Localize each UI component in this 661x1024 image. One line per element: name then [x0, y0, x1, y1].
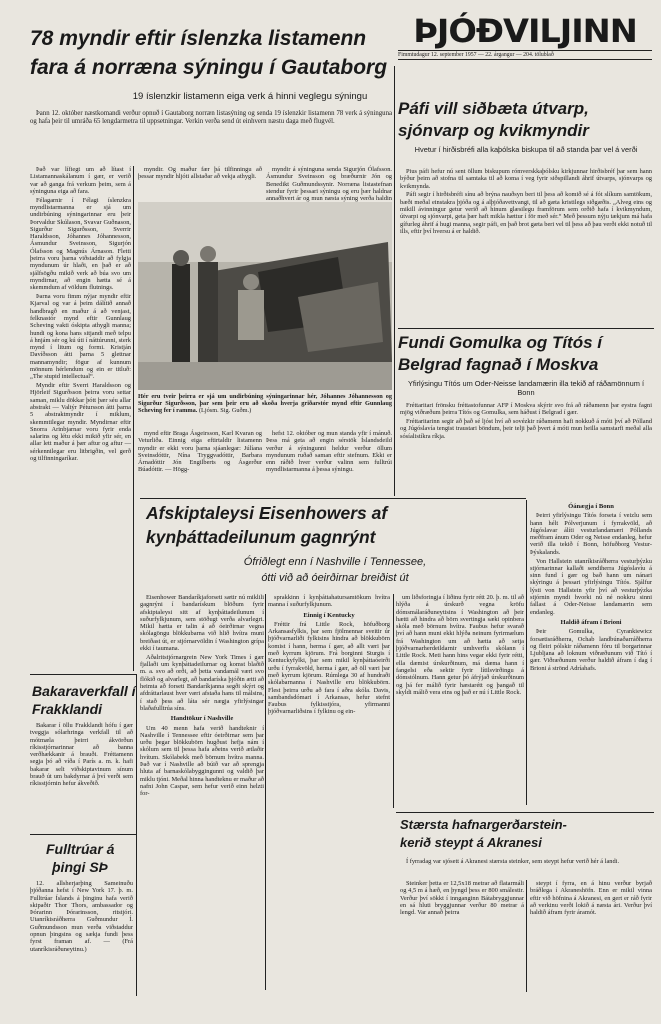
masthead-dateline: Fimmtudagur 12. september 1957 — 22. árgangur — 204. tölublað: [398, 50, 652, 60]
art-paragraph: Þann 12. október næstkomandi verður opnuð í Gautaborg norræn listasýning og senda 19 íslenzkir listamenn 78 verk á sýninguna og hafa þeir til umráða 65 lengdarmetra til uppsetningar. Verkin verða send út einhvern næstu daga með flugvél.: [30, 110, 392, 125]
harbour-paragraph: steypt í fyrra, en á hinu verður byrjað bráðlega í Akraneshöfn. Enn er mikil vinna eftir við höfnina á Akranesi, en gert er ráð fyrir að verkinu verði lokið á næsta ári. Verður því haldið áfram fyrir áramót.: [530, 880, 652, 917]
un-body: [30, 880, 133, 996]
bakers-headline-2: Frakklandi: [32, 701, 103, 717]
photo-image: [138, 202, 392, 390]
eisenhower-section-title: Handtökur í Nashville: [170, 715, 234, 723]
pope-headline-2: sjónvarp og kvikmyndir: [398, 121, 589, 140]
masthead: [398, 14, 652, 58]
bakers-paragraph: Bakarar í öllu Frakklandi hófu í gær tveggja sólarhringa verkfall til að mótmæla þeirri ákvörðun ríkisstjórnarinnar að banna verðhækkanir á brauði. Fréttamenn segja þó að víða í París a. m. k. hafi bakarar selt viðskiptavinum sínum brauð út um bakdyrnar á því verði sem ríkisstjórnin hefur ákveðið.: [30, 722, 133, 788]
bakers-body: [30, 722, 133, 830]
pope-paragraph: Páfi segir í hirðisbréfi sínu að brýna nauðsyn beri til þess að komið sé á fót slíkum samtökum, bæði meðal einstakra þjóða og á alþjóðavettvangi, til að gæta kristilegs siðgæðis. „Alveg eins og mikill ávinningur getur verið að hinum glæsilegu framförum sem orðið hafa í kvikmyndum, útvarpi og sjónvarpi, geta þær haft mikla hættur í för með sér.“ Með þessum nýju tækjum má hafa gífurleg áhrif á hugi manna, segir páfi, en það brot gæta beri vel til þess að þau verði ekki notuð til ills, eftir því hversu á er haldið.: [400, 191, 653, 235]
un-headline-2: þingi SÞ: [52, 859, 108, 875]
gomulka-lead: [400, 402, 652, 498]
eisenhower-paragraph: Eisenhower Bandaríkjaforseti sætir nú miklili gagnrýni í bandarískum blöðum fyrir afskiptaleysi sitt af kynþáttadeilunum í suðurfylkjunum, sem stöðugt verða alvarlegri. Mikil hætta er talin á að óeirðirnar vegna skólagöngu blökkubarna við hlið hvítra muni breiðast út, er stjórnarvöldin í Washington grípa ekki í taumana.: [140, 594, 264, 653]
eisenhower-col-2: [268, 594, 390, 994]
art-paragraph: myndir. Og maður fær þá tilfinningu að þessar myndir hljóti allstaðar að vekja athygli.: [138, 166, 262, 181]
pope-subhead: Hvetur í hirðisbréfi alla kaþólska biskupa til að standa þar vel á verði: [414, 145, 638, 154]
gomulka-section-title: Óánægja í Bonn: [568, 503, 614, 510]
gomulka-paragraph: Fréttaritari frönsku fréttastofunnar AFP í Moskva skýrir svo frá að ráðamenn þar eystra fagni mjög viðræðum þeirra Títós og Gomulka, sem háðust í Belgrad í gær.: [400, 402, 652, 417]
harbour-paragraph: Steinker þetta er 12,5x18 metrar að flatarmáli og 4,5 m á hæð, en þyngd þess er 800 smálestir. Verður því sökkt í innganginn Bátabryggjunnar en sá hluti bryggjunnar verður 80 metrar á lengd. Var annað þeirra: [400, 880, 524, 917]
eisenhower-col-1: [140, 594, 264, 994]
eisenhower-paragraph: Aðalritstjórnargrein New York Times í gær fjallaði um kynþáttadeilurnar og komst blaðið m. a. svo að orði, að þetta vandamál væri svo flókið og alvarlegt, að bandaríska þjóðin ætti að heimta að forseti Bandaríkjanna segði skýrt og afdráttarlaust hver væri afstaða hans til málsins, í stað þess að láta sér nægja yfirlýsingar blaðafulltrúa síns.: [140, 653, 264, 712]
art-paragraph: myndir á sýninguna senda Sigurjón Ólafsson. Ásmundur Sveinsson og bræðurnir Jón og Benedikt Guðmundssynir. Norræna listastefnan stendur fyrir þessari sýningu og eru þær haldnar annaðhvert ár og mun næsta sýning verða haldin: [266, 166, 392, 203]
eisenhower-paragraph: sprakkinn í kynþáttahatursamtökum hvítra manna í suðurfylkjunum.: [268, 594, 390, 609]
gomulka-section-title: Haldið áfram í Brioni: [560, 618, 622, 626]
gomulka-paragraph: Fréttaritarinn segir að það sé ljóst hví að sovézkir ráðamenn hafi nokkuð á móti því að Pólland og Júgóslavía tengist traustari böndum, þeir telji það þvert á móti mun heilla samstarfi meðal alla sósíalistíkra ríkja.: [400, 418, 652, 440]
photo-caption: [138, 393, 392, 429]
art-column-left: [30, 166, 131, 671]
eisenhower-headline-1: Afskiptaleysi Eisenhowers af: [146, 503, 388, 523]
gomulka-headline-2: Belgrad fagnað í Moskva: [398, 355, 599, 374]
gomulka-headline-1: Fundi Gomulka og Títós í: [398, 333, 602, 352]
caption-credit: (Ljósm. Sig. Guðm.): [198, 407, 252, 415]
eisenhower-paragraph: um liðsforingja í liðinu fyrir rétt 20. þ. m. til að hlýða á úrskurð vegna kröfu dómsmálaráðuneytisins í Washington að þeir hætti að hindra að börn svertingja sæki opinbera skóla með börnum hvítra. Faubus hefur svarað því að hann muni ekki hlýða neinum fyrirmælum frá Washington um að hætta að setja þjóðvarnarherdeildarnir umhverfis skólann í Little Rock. Meti hann hins vegar ekki fyrir rétti, ella dæmist úrskurðinum, má dæma hann í fangelsi eða sektir fyrir lítilsvirðingu á dómstólnum. Hann getur þó áfrýjað úrskurðinum og þá fer málið fyrir hæstarétt og þangað til skyldi málið vera eins og það er nú í Little Rock.: [396, 594, 524, 696]
art-photo: [138, 202, 392, 390]
gomulka-paragraph: Þeir Gomulka, Cyrankiewicz forsætisráðherra, Ochab landbúnaðarráðherra og fleiri pólskir ráðamenn fóru til borgarinnar Ljubljana að loknum viðræðunum við Tító í gær. Viðræðunum verður haldið áfram í dag í Brioni á strönd Adríahafs.: [530, 628, 652, 672]
pope-paragraph: Pius páfi hefur nú sent öllum biskupum rómverskkaþólsku kirkjunnar hirðisbréf þar sem hann býður þeim að stofna til samtaka til að koma í veg fyrir siðspillandi áhrif útvarps, sjónvarps og kvikmynda.: [400, 168, 652, 190]
gomulka-column: [530, 500, 652, 808]
gomulka-paragraph: Þeirri yfirlýsingu Títós forseta í veizlu sem hann hélt Pólverjunum í fyrrakvöld, að Júgóslavar álíti vesturlandamæri Póllands meðfram ánum Oder og Neisse endanleg, hefur verið illa tekið í Bonn, höfuðborg Vestur-Þýskalands.: [530, 512, 652, 556]
art-headline-2: fara á norræna sýningu í Gautaborg: [30, 56, 388, 79]
art-bottom-right: [266, 430, 392, 488]
eisenhower-paragraph: Fréttir frá Little Rock, höfuðborg Arkansasfylkis, þar sem fjölmennar sveitir úr þjóðvarnarliði fylkisins hindra að blökkubörn komist í hann, herma í gær, að allt væri þar með kyrrum kjörum. Frá borginni Sturgis í Kentuckyfylki, þar sem mikil kynþáttaóeirði urðu í fyrrakvöld, herma í gær, að öll væri þar með kyrrum kjörum. Rúmlega 30 af hundraði skólabarnanna í Nashville eru blökkubörn. Flest þeirra urðu að fara í aðra skóla. Davis, sambandsdómari í Arkansas, hefur stefnt Faubus fylkisstjóra, yfirmanni þjóðvarnarliðsins í fylkinu og ein-: [268, 620, 390, 716]
harbour-col-2: [530, 880, 652, 994]
pope-body: [400, 168, 652, 324]
art-column-right: [266, 166, 392, 203]
harbour-headline-1: Stærsta hafnargerðarstein-: [400, 817, 567, 832]
pope-headline-1: Páfi vill siðbæta útvarp,: [398, 99, 589, 118]
art-bottom-mid: [138, 430, 262, 488]
eisenhower-col-3: [396, 594, 524, 810]
harbour-headline-2: kerið steypt á Akranesi: [400, 835, 542, 850]
art-paragraph: Þarna voru fimm nýjar myndir eftir Kjarval og var á þeim dálítið annað handbragð en maður á að venjast, felknastór mynd eftir Gunnlaug Scheving vakti óskipta athygli manna; hundi og kona hans sitjandi með telpu á hnjám sér og kú úti í náttúrunni, sterk mynd í litum og formi. Kristján Davíðsson átti þarna 5 glettnar mannamyndir; fögur af kunnum mönnum hérlendum og ein er titluð: „The stupid intellectual“.: [30, 293, 131, 381]
art-lead: [30, 110, 392, 164]
bakers-headline-1: Bakaraverkfall í: [32, 683, 136, 699]
un-headline-1: Fulltrúar á: [46, 841, 115, 857]
art-paragraph: Það var lífiegt um að lítast í Listamannaskálanum í gær, er verið var að ganga frá verkum þeim, sem á sýninguna eiga að fara.: [30, 166, 131, 195]
eisenhower-headline-2: kynþáttadeilunum gagnrýnt: [146, 527, 376, 547]
eisenhower-section-title: Einnig í Kentucky: [303, 611, 355, 619]
masthead-title: ÞJÓÐVILJINN: [413, 12, 637, 50]
eisenhower-subhead-1: Ófriðlegt enn í Nashville í Tennessee,: [243, 556, 427, 568]
art-paragraph: hefst 12. október og mun standa yfir í mánuð. Þess má geta að engin sérstök Íslandsdeild verður á sýningunni heldur verður öllum myndunum ruðað saman eftir stefnum. Ekki er enn ráðið hver verður valinn sem fulltrúi myndlistarmanna á þessa sýningu.: [266, 430, 392, 474]
art-paragraph: mynd eftir Braga Ásgeirsson, Karl Kvaran og Veturliða. Einnig eiga eftirtaldir listamenn myndir er ekki voru þarna sjáanlegar: Júlíana Sveinsdóttir, Nína Tryggvadóttir, Barbara Árnadóttir Jón Engilberts og Ásgerður Búadóttir. — Högg-: [138, 430, 262, 474]
art-headline-1: 78 myndir eftir íslenzka listamenn: [30, 27, 367, 50]
eisenhower-paragraph: Um 40 menn hafa verið handteknir í Nashville í Tennessee eftir óeirðirnar sem þar urðu þegar blökkubörn hugðust hefja nám í skólum sem til þessa hafa aðeins verið ætlaðir hvítum. Skólabekk með börnum hvítra manna. Það var í Nashville að búið var að sprengja hluta af barnaskólabyggingunni og valdið þar miklu tjóni. Meðal hinna handteknu er maður að nafni John Caspar, sem hefur verið einn helzti for-: [140, 724, 264, 798]
eisenhower-subhead-2: ótti við að óeirðirnar breiðist út: [261, 572, 409, 584]
harbour-lead: [400, 858, 652, 878]
harbour-col-1: [400, 880, 524, 994]
art-subhead: 19 íslenzkir listamenn eiga verk á hinni veglegu sýningu: [132, 91, 368, 102]
art-paragraph: Félagarnir í Félagi íslenzkra myndlistarmanna er sjá um undirbúning sýningarinnar eru þeir Þorvaldur Skúlason, Svavar Guðnason, Sigurður Sigurðsson, Sverrir Haraldsson, Jóhannes Jóhannesson, Ásmundur Sveinsson, Sigurjón Ólafsson og Magnús Árnason. Fletti þeirra voru þarna viðstaddir að fylgja myndunum úr hlaði, en það er að sjálfsögðu mikið verk að búa svo um myndirnar, að engin hætta sé á skemmdum af völdum flutnings.: [30, 196, 131, 292]
art-paragraph: Myndir eftir Sverri Haraldsson og Hjörleif Sigurðsson þeirra voru settar saman, miklu dökkar þótt þær séu allar abstrakt — Valtýr Pétursson átti þarna 5 abstraktmyndir í miklum, skemmtilegar myndir. Myndirnar eftir Snorra Arinbjarnar voru fyrir enda salarins og létu ekki mikið yfir sér, en allar lett maður á þær aftur og aftur — sérkennilegar eru litbrigðin, vel gerð og tilfinningaríkar.: [30, 382, 131, 463]
art-column-mid: [138, 166, 262, 196]
gomulka-subhead: Yfirlýsingu Títós um Oder-Neisse landamærin illa tekið af ráðamönnum í Bonn: [407, 379, 645, 397]
un-paragraph: 12. allsherjarþing Sameinuðu þjóðanna hefst í New York 17. þ. m. Fulltrúar Íslands á þinginu hafa verið skipaðir Thor Thors, ambassador og Þórarinn Þórarinsson, ritstjóri. Utanríkisráðherra Guðmundur Í. Guðmundsson mun verða viðstaddur opnun þingsins og sækja fundi þess fyrst framan af. — (Frá utanríkisráðuneytinu.): [30, 880, 133, 953]
harbour-paragraph: Í fyrradag var sjósett á Akranesi stærsta steinker, sem steypt hefur verið hér á landi.: [406, 858, 620, 865]
caption-text: Hér eru tveir þeirra er sjá um undirbúning sýningarinnar hér, Jóhannes Jóhannesson og Sigurður Sigurðsson, þar sem þeir eru að skoða hverja griðarstór mynd eftir Gunnlaug Scheving fer í ramma.: [138, 393, 392, 415]
gomulka-paragraph: Von Hallstein utanríkisráðherra vesturþýzku stjórnarinnar kallaði sendiherra Júgóslavíu á sinn fund í gær og bað hann um nánari skýringu á þessari yfirlýsingu Títós. Sjálfur lýsti von Hallstein yfir því að vesturþýzka stjórnin myndi hvorki nú né nokkru sinni fallast á Oder-Neisse landamærin sem endanleg.: [530, 557, 652, 616]
